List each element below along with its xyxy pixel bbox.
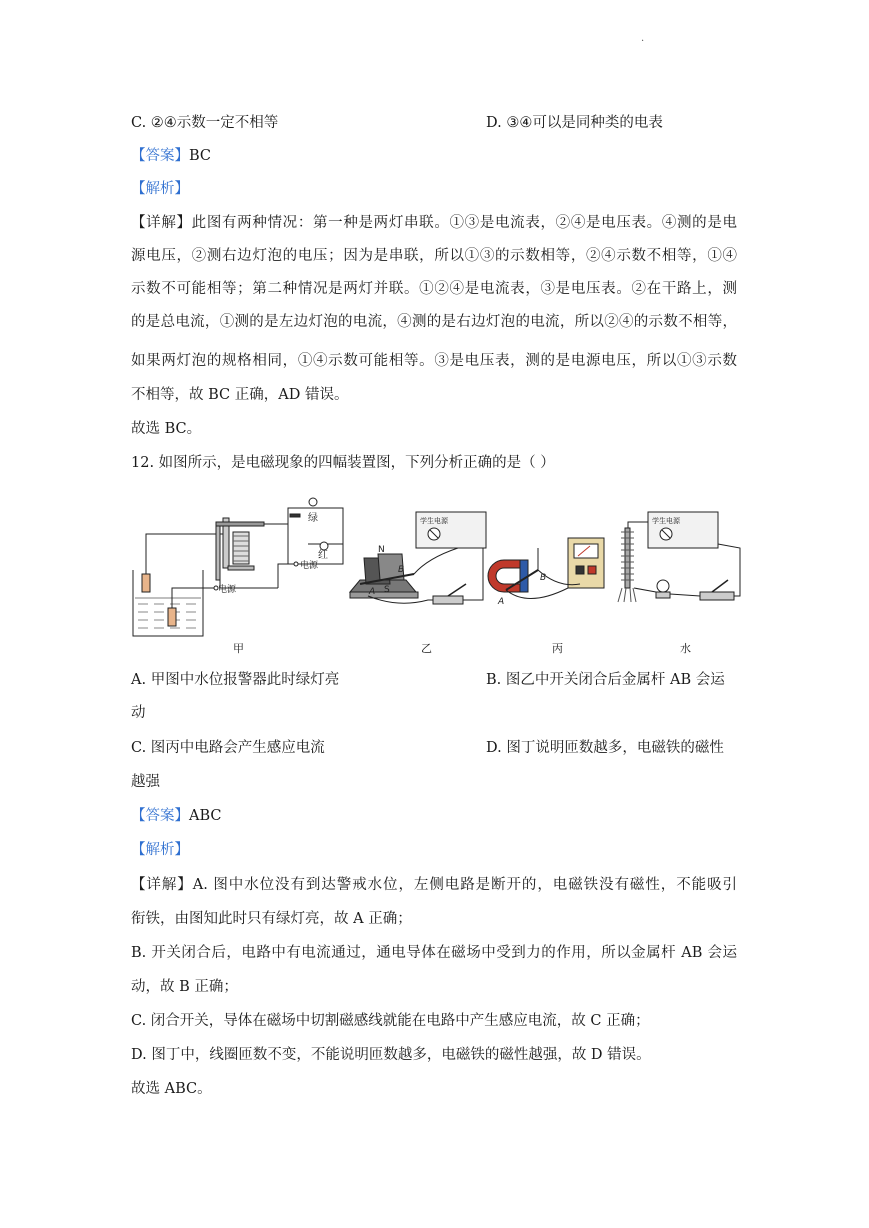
label-student-supply-yi: 学生电源 <box>420 517 448 525</box>
q11-detail-line-2: 源电压，②测右边灯泡的电压；因为是串联，所以①③的示数相等，②④示数不相等，①④ <box>131 248 737 264</box>
figure-ding <box>618 512 740 602</box>
q12-option-d-cont: 越强 <box>131 774 160 790</box>
answer-tag: 【答案】 <box>131 808 189 824</box>
caption-yi: 乙 <box>421 642 432 655</box>
q12-detail-line-3: B. 开关闭合后，电路中有电流通过，通电导体在磁场中受到力的作用，所以金属杆 AB 会运 <box>131 945 737 961</box>
caption-ding: 水 <box>680 642 691 655</box>
q12-detail-line-2: 衔铁，由图知此时只有绿灯亮，故 A 正确； <box>131 911 412 927</box>
q12-option-a: A. 甲图中水位报警器此时绿灯亮 <box>131 672 340 688</box>
q12-detail-line-6: D. 图丁中，线圈匝数不变，不能说明匝数越多，电磁铁的磁性越强，故 D 错误。 <box>131 1047 651 1063</box>
q11-option-d: D. ③④可以是同种类的电表 <box>486 115 663 131</box>
label-a-yi: A <box>369 587 376 597</box>
q12-option-c: C. 图丙中电路会产生感应电流 <box>131 740 325 756</box>
label-b-bing: B <box>540 573 547 583</box>
q12-option-b: B. 图乙中开关闭合后金属杆 AB 会运 <box>486 672 725 688</box>
answer-value: ABC <box>189 808 222 824</box>
answer-value: BC <box>189 148 212 164</box>
q12-stem: 12. 如图所示，是电磁现象的四幅装置图，下列分析正确的是（ ） <box>131 455 555 471</box>
q11-detail-line-1 <box>131 213 737 233</box>
q11-detail-line-3: 示数不可能相等；第二种情况是两灯并联。①②④是电流表，③是电压表。②在干路上，测 <box>131 281 737 297</box>
q12-detail-line-1 <box>131 875 737 895</box>
detail-tag: 【详解】 <box>131 215 192 231</box>
q11-conclusion: 故选 BC。 <box>131 421 202 437</box>
q12-answer <box>131 806 222 826</box>
q12-analysis-tag: 【解析】 <box>131 842 189 858</box>
figure-bing <box>488 538 604 599</box>
label-green: 绿 <box>308 513 318 524</box>
q11-detail-line-4: 的是总电流，①测的是左边灯泡的电流，④测的是右边灯泡的电流，所以②④的示数不相等， <box>131 314 737 330</box>
caption-bing: 丙 <box>552 642 563 655</box>
label-red: 红 <box>318 550 328 561</box>
q11-detail-line-6: 不相等，故 BC 正确，AD 错误。 <box>131 387 349 403</box>
answer-tag: 【答案】 <box>131 148 189 164</box>
label-n: N <box>378 545 385 555</box>
q11-detail-line-5: 如果两灯泡的规格相同，①④示数可能相等。③是电压表，测的是电源电压，所以①③示数 <box>131 353 737 369</box>
label-power-lower: 电源 <box>218 585 237 595</box>
label-b-yi: B <box>398 565 405 575</box>
label-power-upper: 电源 <box>300 561 319 571</box>
label-student-supply-ding: 学生电源 <box>652 517 680 525</box>
caption-jia: 甲 <box>233 642 244 655</box>
corner-mark: . <box>641 33 645 44</box>
q11-answer <box>131 146 211 166</box>
q12-detail-line-4: 动，故 B 正确； <box>131 979 238 995</box>
electromagnetism-figure <box>128 488 743 658</box>
detail-tag: 【详解】 <box>131 877 193 893</box>
detail-text: A. 图中水位没有到达警戒水位，左侧电路是断开的，电磁铁没有磁性，不能吸引 <box>192 877 738 893</box>
q12-option-b-cont: 动 <box>131 705 146 721</box>
label-s: S <box>384 585 390 595</box>
detail-text: 此图有两种情况：第一种是两灯串联。①③是电流表，②④是电压表。④测的是电 <box>191 215 738 231</box>
q12-conclusion: 故选 ABC。 <box>131 1081 212 1097</box>
q12-option-d: D. 图丁说明匝数越多，电磁铁的磁性 <box>486 740 724 756</box>
q11-option-c: C. ②④示数一定不相等 <box>131 115 279 131</box>
q11-analysis-tag: 【解析】 <box>131 181 189 197</box>
q12-detail-line-5: C. 闭合开关，导体在磁场中切割磁感线就能在电路中产生感应电流，故 C 正确； <box>131 1013 650 1029</box>
label-a-bing: A <box>498 597 505 607</box>
